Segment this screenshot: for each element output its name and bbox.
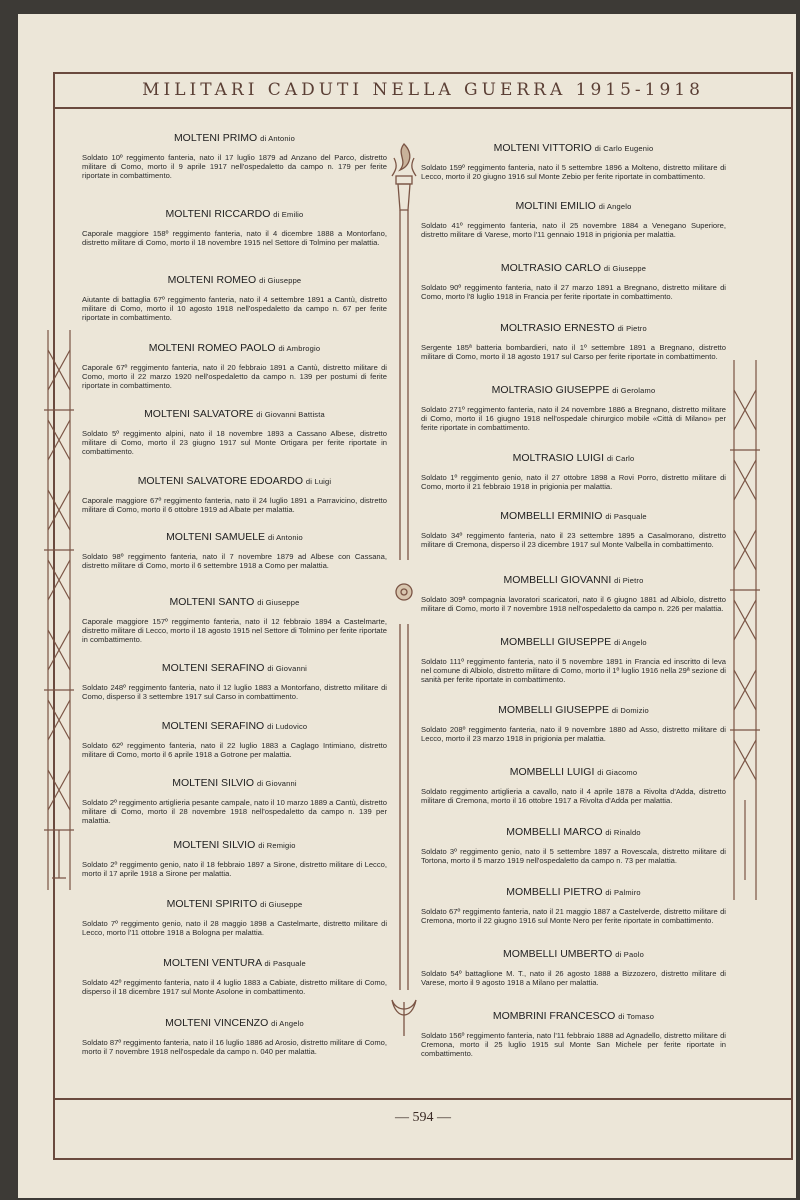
- torch-ornament-icon: [386, 140, 422, 1040]
- entry-name: MOLTRASIO ERNESTO: [500, 322, 615, 334]
- entry: [82, 274, 387, 322]
- header-rule: [55, 107, 791, 109]
- entry-parent: di Palmiro: [605, 888, 641, 897]
- entry-parent: di Giovanni: [267, 664, 308, 673]
- entry-text: Soldato 3º reggimento genio, nato il 5 settembre 1897 a Rovescala, distretto militare di Tortona, morto il 5 marzo 1919 nell'ospedaletto da campo n. 73 per malattia.: [421, 847, 726, 865]
- entry-name: MOLTENI RICCARDO: [165, 208, 271, 220]
- entry-text: Soldato 42º reggimento fanteria, nato il 4 luglio 1883 a Cabiate, distretto militare di Como, disperso il 18 dicembre 1917 sul Monte Asolone in combattimento.: [82, 978, 387, 996]
- entry-text: Soldato 90º reggimento fanteria, nato il 27 marzo 1891 a Bregnano, distretto militare di Como, morto l'8 luglio 1918 in Francia per ferite riportate in combattimento.: [421, 283, 726, 301]
- entry-text: Soldato 271º reggimento fanteria, nato il 24 novembre 1886 a Bregnano, distretto militare di Como, morto il 16 giugno 1918 nell'ospedale chirurgico mobile «Città di Milano» per ferite riportate in combattimento.: [421, 405, 726, 432]
- entry-parent: di Pietro: [614, 576, 644, 585]
- entry: [421, 384, 726, 432]
- entry-text: Soldato 67º reggimento fanteria, nato il 21 maggio 1887 a Castelverde, distretto militare di Cremona, morto il 22 giugno 1916 sul Monte Nero per ferite riportate in combattimento.: [421, 907, 726, 925]
- entry: [421, 262, 726, 301]
- entry: [82, 132, 387, 180]
- entry-text: Soldato reggimento artiglieria a cavallo, nato il 4 aprile 1878 a Rivolta d'Adda, distretto militare di Cremona, morto il 16 ottobre 1917 a Rivolta d'Adda per malattia.: [421, 787, 726, 805]
- entry-text: Soldato 41º reggimento fanteria, nato il 25 novembre 1884 a Venegano Superiore, distretto militare di Varese, morto l'11 gennaio 1918 in prigionia per malattia.: [421, 221, 726, 239]
- entry-text: Soldato 111º reggimento fanteria, nato il 5 novembre 1891 in Francia ed inscritto di leva nel comune di Albiolo, distretto militare di Como, morto il 1º luglio 1916 nella 29ª sezione di sanità per ferite riportate in combattimento.: [421, 657, 726, 684]
- entry-name: MOLTENI SANTO: [169, 596, 255, 608]
- entry-parent: di Giacomo: [597, 768, 638, 777]
- entry-text: Soldato 5º reggimento alpini, nato il 18 novembre 1893 a Cassano Albese, distretto militare di Como, morto il 23 giugno 1917 sul Monte Ortigara per ferite riportate in combattimento.: [82, 429, 387, 456]
- entry-name: MOMBELLI LUIGI: [509, 766, 595, 778]
- entry: [82, 208, 387, 247]
- entry-text: Soldato 87º reggimento fanteria, nato il 16 luglio 1886 ad Arosio, distretto militare di Como, morto il 7 novembre 1918 nell'ospedale da campo n. 040 per malattia.: [82, 1038, 387, 1056]
- entry: [82, 720, 387, 759]
- entry-parent: di Giuseppe: [603, 264, 647, 273]
- entry-text: Caporale maggiore 67º reggimento fanteria, nato il 24 luglio 1891 a Parravicino, distretto militare di Como, morto il 6 ottobre 1919 ad Albate per malattia.: [82, 496, 387, 514]
- entry: [421, 1010, 726, 1058]
- entry-text: Caporale 67º reggimento fanteria, nato il 20 febbraio 1891 a Cantù, distretto militare di Como, morto il 22 marzo 1920 nell'ospedaletto da campo n. 139 per postumi di ferite riportate in combattimento.: [82, 363, 387, 390]
- entry-name: MOLTENI SERAFINO: [161, 662, 265, 674]
- entry-parent: di Pasquale: [264, 959, 306, 968]
- entry-parent: di Rinaldo: [605, 828, 641, 837]
- entry-name: MOLTRASIO GIUSEPPE: [491, 384, 610, 396]
- entry-name: MOLTENI ROMEO: [167, 274, 257, 286]
- entry-parent: di Giovanni Battista: [256, 410, 325, 419]
- entry-parent: di Domizio: [611, 706, 649, 715]
- entry: [421, 452, 726, 491]
- page-number: — 594 —: [395, 1110, 451, 1125]
- entry-name: MOLTRASIO CARLO: [500, 262, 601, 274]
- entry-name: MOLTENI SAMUELE: [166, 531, 266, 543]
- entry-text: Caporale maggiore 158º reggimento fanteria, nato il 4 dicembre 1888 a Montorfano, distretto militare di Como, morto il 18 novembre 1915 nel Settore di Tolmino per malattia.: [82, 229, 387, 247]
- entry-parent: di Antonio: [267, 533, 303, 542]
- entry: [421, 886, 726, 925]
- entry-text: Soldato 34º reggimento fanteria, nato il 23 settembre 1895 a Casalmorano, distretto militare di Cremona, disperso il 23 dicembre 1917 sul Monte Valbella in combattimento.: [421, 531, 726, 549]
- entry: [82, 342, 387, 390]
- entry-text: Soldato 159º reggimento fanteria, nato il 5 settembre 1896 a Molteno, distretto militare di Lecco, morto il 20 giugno 1916 sul Monte Zebio per ferite riportate in combattimento.: [421, 163, 726, 181]
- entry-parent: di Carlo Eugenio: [594, 144, 654, 153]
- entry-text: Soldato 2º reggimento artiglieria pesante campale, nato il 10 marzo 1889 a Cantù, distretto militare di Como, morto il 28 novembre 1918 nell'ospedaletto da campo n. 139 per malattia.: [82, 798, 388, 825]
- entry-name: MOMBELLI ERMINIO: [500, 510, 603, 522]
- entry-parent: di Pietro: [617, 324, 647, 333]
- entry: [421, 322, 726, 361]
- entry-parent: di Giuseppe: [260, 900, 303, 909]
- entry: [421, 766, 726, 805]
- left-lattice-ornament-icon: [40, 330, 80, 890]
- entry: [421, 948, 726, 987]
- entry-name: MOLTENI SPIRITO: [166, 898, 258, 910]
- entry-text: Soldato 156º reggimento fanteria, nato l'11 febbraio 1888 ad Agnadello, distretto militare di Cremona, morto il 25 luglio 1915 sul Monte San Michele per ferite riportate in combattimento.: [421, 1031, 726, 1058]
- entry-name: MOMBELLI UMBERTO: [503, 948, 613, 960]
- entry-text: Soldato 7º reggimento genio, nato il 28 maggio 1898 a Castelmarte, distretto militare di Lecco, morto l'11 ottobre 1918 a Bologna per malattia.: [82, 919, 387, 937]
- entry-name: MOLTENI SILVIO: [172, 777, 255, 789]
- entry-parent: di Carlo: [606, 454, 635, 463]
- entry: [82, 957, 387, 996]
- footer-rule: [55, 1098, 791, 1100]
- entry-text: Caporale maggiore 157º reggimento fanteria, nato il 12 febbraio 1894 a Castelmarte, distretto militare di Lecco, morto il 18 agosto 1915 nel Settore di Tolmino per ferite riportate in combattimento.: [82, 617, 387, 644]
- entry-name: MOLTENI PRIMO: [173, 132, 258, 144]
- entry-text: Soldato 1º reggimento genio, nato il 27 ottobre 1898 a Rovi Porro, distretto militare di Como, morto il 21 febbraio 1918 in prigionia per malattia.: [421, 473, 726, 491]
- entry-text: Soldato 248º reggimento fanteria, nato il 12 luglio 1883 a Montorfano, distretto militare di Como, disperso il 3 settembre 1917 sul Carso in combattimento.: [82, 683, 387, 701]
- entry-text: Aiutante di battaglia 67º reggimento fanteria, nato il 4 settembre 1891 a Cantù, distretto militare di Como, morto il 10 agosto 1918 nell'ospedaletto da campo n. 67 per ferite riportate in combattimento.: [82, 295, 387, 322]
- entry-parent: di Luigi: [305, 477, 332, 486]
- entry-text: Sergente 185ª batteria bombardieri, nato il 1º settembre 1891 a Bregnano, distretto militare di Como, morto il 18 agosto 1917 sul Carso per ferite riportate in combattimento.: [421, 343, 726, 361]
- entry: [421, 574, 726, 613]
- entry: [82, 777, 387, 825]
- entry-text: Soldato 309ª compagnia lavoratori scaricatori, nato il 6 giugno 1881 ad Albiolo, distretto militare di Como, morto il 7 novembre 1918 nell'ospedaletto da campo n. 226 per malattia.: [421, 595, 726, 613]
- entry: [421, 636, 726, 684]
- entry: [421, 510, 726, 549]
- entry-name: MOLTENI ROMEO PAOLO: [148, 342, 276, 354]
- entry-name: MOMBELLI MARCO: [506, 826, 603, 838]
- entry-parent: di Giovanni: [257, 779, 297, 788]
- entry-name: MOLTENI SALVATORE: [144, 408, 254, 420]
- entry-parent: di Ambrogio: [278, 344, 321, 353]
- entry-name: MOMBRINI FRANCESCO: [492, 1010, 616, 1022]
- entry-name: MOLTENI VITTORIO: [493, 142, 592, 154]
- entry: [82, 839, 387, 878]
- entry-parent: di Angelo: [614, 638, 647, 647]
- entry: [82, 1017, 387, 1056]
- entry: [421, 704, 726, 743]
- entry-text: Soldato 62º reggimento fanteria, nato il 22 luglio 1883 a Caglago Intimiano, distretto militare di Como, morto il 6 aprile 1918 a Gotrone per malattia.: [82, 741, 387, 759]
- entry-name: MOLTENI SERAFINO: [161, 720, 265, 732]
- entry-name: MOMBELLI GIUSEPPE: [498, 704, 609, 716]
- entry-text: Soldato 10º reggimento fanteria, nato il 17 luglio 1879 ad Anzano del Parco, distretto militare di Como, morto il 9 aprile 1917 nell'ospedaletto da campo n. 179 per ferite riportate in combattimento.: [82, 153, 387, 180]
- entry-parent: di Giuseppe: [257, 598, 300, 607]
- entry: [82, 531, 387, 570]
- entry-parent: di Paolo: [615, 950, 644, 959]
- entry: [82, 662, 387, 701]
- entry-name: MOMBELLI PIETRO: [506, 886, 603, 898]
- right-lattice-ornament-icon: [724, 360, 764, 900]
- entry: [421, 826, 726, 865]
- entry-parent: di Antonio: [260, 134, 296, 143]
- entry-parent: di Emilio: [273, 210, 304, 219]
- entry-text: Soldato 208º reggimento fanteria, nato il 9 novembre 1880 ad Asso, distretto militare di Lecco, morto il 23 marzo 1918 in prigionia per malattia.: [421, 725, 726, 743]
- entry-parent: di Angelo: [271, 1019, 304, 1028]
- entry-parent: di Angelo: [598, 202, 632, 211]
- entry-text: Soldato 2º reggimento genio, nato il 18 febbraio 1897 a Sirone, distretto militare di Lecco, morto il 17 aprile 1918 a Sirone per malattia.: [82, 860, 387, 878]
- entry-name: MOLTENI SALVATORE EDOARDO: [137, 475, 303, 487]
- entry-parent: di Remigio: [258, 841, 296, 850]
- entry-parent: di Ludovico: [267, 722, 308, 731]
- entry: [82, 898, 387, 937]
- entry-text: Soldato 98º reggimento fanteria, nato il 7 novembre 1879 ad Albese con Cassana, distretto militare di Como, morto il 6 settembre 1918 a Como per malattia.: [82, 552, 387, 570]
- entry-parent: di Giuseppe: [259, 276, 302, 285]
- entry-name: MOLTINI EMILIO: [515, 200, 596, 212]
- entry-parent: di Pasquale: [605, 512, 647, 521]
- entry-name: MOLTRASIO LUIGI: [512, 452, 605, 464]
- page-title: MILITARI CADUTI NELLA GUERRA 1915-1918: [142, 80, 704, 100]
- entry-name: MOLTENI VINCENZO: [165, 1017, 269, 1029]
- entry-parent: di Gerolamo: [612, 386, 656, 395]
- entry: [82, 596, 387, 644]
- entry-parent: di Tomaso: [618, 1012, 655, 1021]
- entry: [421, 200, 726, 239]
- entry: [82, 475, 387, 514]
- entry-text: Soldato 54º battaglione M. T., nato il 26 agosto 1888 a Bizzozero, distretto militare di Varese, morto il 9 agosto 1918 a Milano per malattia.: [421, 969, 726, 987]
- entry-name: MOLTENI SILVIO: [173, 839, 256, 851]
- entry-name: MOMBELLI GIUSEPPE: [500, 636, 612, 648]
- entry-name: MOLTENI VENTURA: [163, 957, 262, 969]
- entry: [421, 142, 726, 181]
- entry: [82, 408, 387, 456]
- entry-name: MOMBELLI GIOVANNI: [503, 574, 612, 586]
